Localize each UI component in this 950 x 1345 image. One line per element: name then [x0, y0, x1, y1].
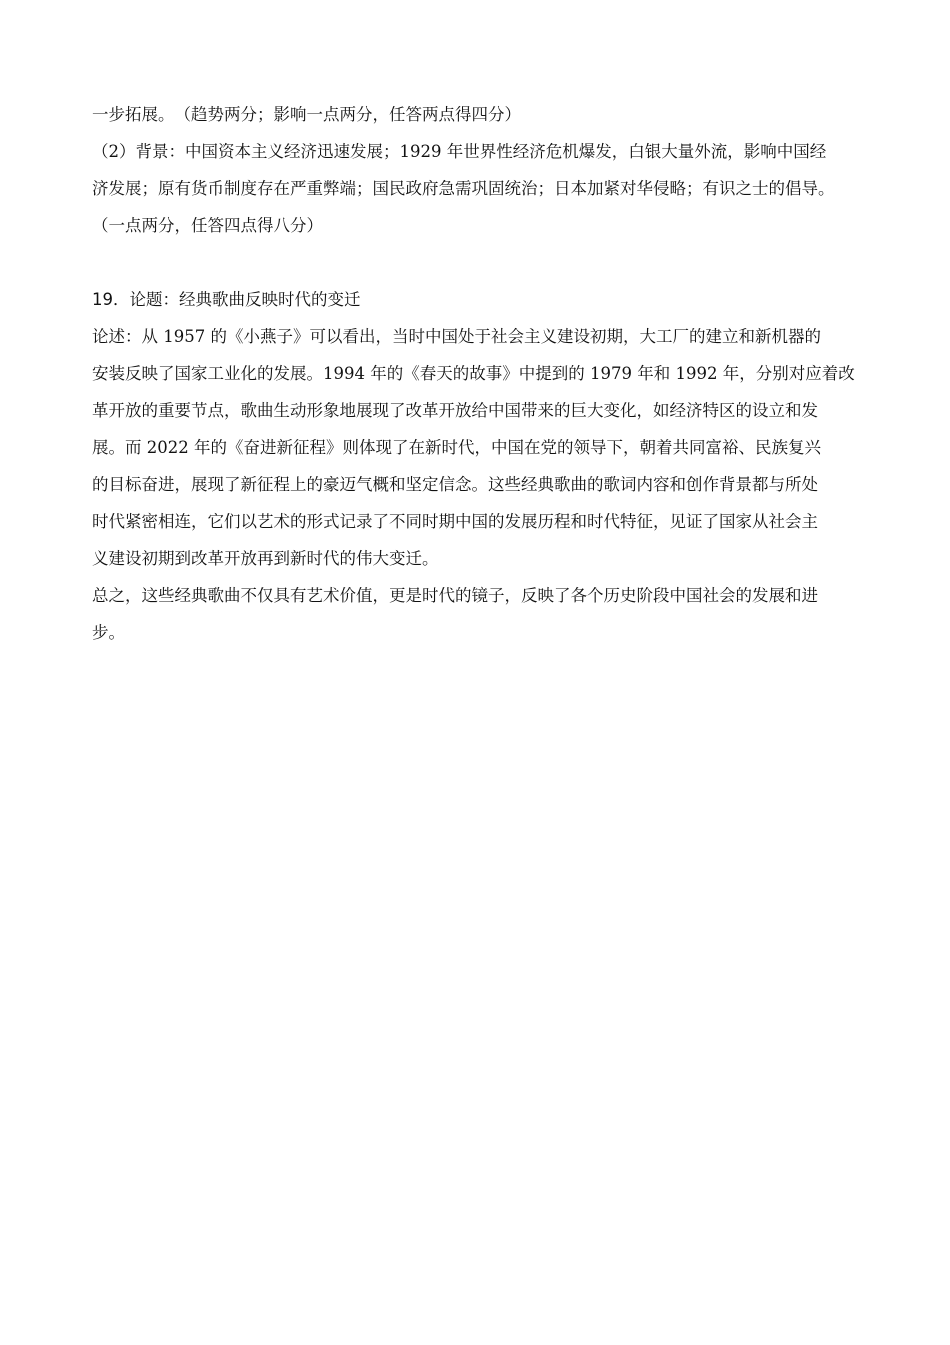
answer18-part2-line-2: 济发展；原有货币制度存在严重弊端；国民政府急需巩固统治；日本加紧对华侵略；有识之士的倡导。 [92, 179, 835, 198]
answer18-part2-line-1: （2）背景：中国资本主义经济迅速发展；1929 年世界性经济危机爆发，白银大量外流，影响中国经 [92, 142, 827, 161]
answer19-topic: 论题：经典歌曲反映时代的变迁 [129, 290, 361, 309]
answer19-argument-line-3: 革开放的重要节点，歌曲生动形象地展现了改革开放给中国带来的巨大变化，如经济特区的设立和发 [92, 401, 818, 420]
answer19-argument-line-2: 安装反映了国家工业化的发展。1994 年的《春天的故事》中提到的 1979 年和 1992 年，分别对应着改 [92, 364, 855, 383]
section-spacer [92, 244, 872, 281]
answer18-part1-end: 一步拓展。 （趋势两分；影响一点两分，任答两点得四分） [92, 105, 521, 124]
answer19-argument-line-1: 论述：从 1957 的《小燕子》可以看出，当时中国处于社会主义建设初期，大工厂的建立和新机器的 [92, 327, 821, 346]
answer18-part2-line-3: （一点两分，任答四点得八分） [92, 216, 323, 235]
answer19-conclusion-line-1: 总之，这些经典歌曲不仅具有艺术价值，更是时代的镜子，反映了各个历史阶段中国社会的发展和进 [92, 586, 818, 605]
answer19-argument-line-6: 时代紧密相连，它们以艺术的形式记录了不同时期中国的发展历程和时代特征，见证了国家从社会主 [92, 512, 818, 531]
answer19-conclusion-line-2: 步。 [92, 623, 125, 642]
answer19-argument-line-5: 的目标奋进，展现了新征程上的豪迈气概和坚定信念。这些经典歌曲的歌词内容和创作背景都与所处 [92, 475, 818, 494]
answer-page [92, 96, 872, 651]
answer19-argument-line-4: 展。而 2022 年的《奋进新征程》则体现了在新时代，中国在党的领导下，朝着共同富裕、民族复兴 [92, 438, 821, 457]
question-number: 19． [92, 290, 130, 309]
answer19-argument-line-7: 义建设初期到改革开放再到新时代的伟大变迁。 [92, 549, 439, 568]
answer19-heading [92, 281, 872, 318]
